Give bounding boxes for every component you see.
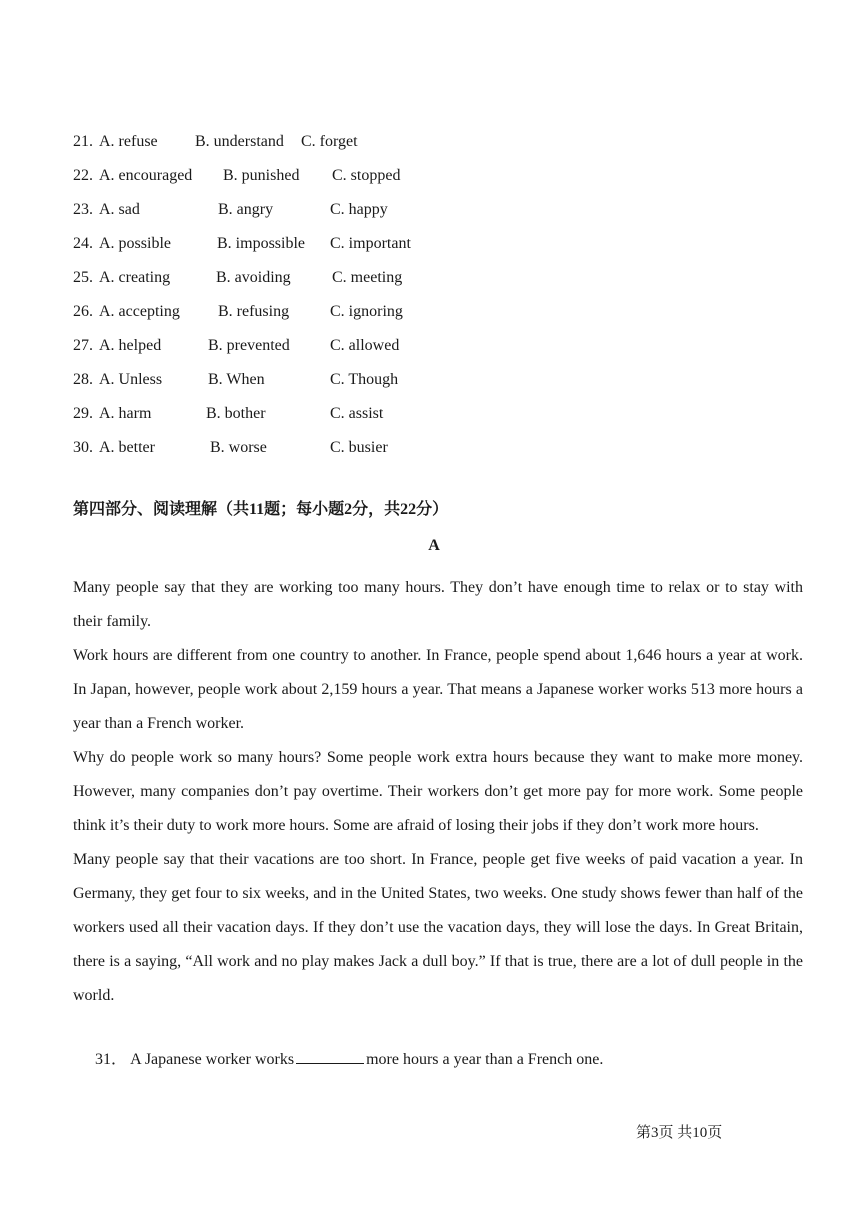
question-number: 27. <box>73 337 93 354</box>
question-text-before: A Japanese worker works <box>130 1051 295 1068</box>
question-number: 29. <box>73 405 93 422</box>
option-c: C. meeting <box>332 269 403 286</box>
option-c: C. important <box>330 235 411 252</box>
option-b: B. prevented <box>208 337 290 354</box>
passage-paragraph: Many people say that they are working too many hours. They don’t have enough time to relax or to stay with their family. <box>73 579 803 630</box>
option-c: C. Though <box>330 371 399 388</box>
question-31 <box>95 1047 603 1072</box>
question-number: 22. <box>73 167 93 184</box>
question-number: 21. <box>73 133 93 150</box>
option-b: B. angry <box>218 201 274 218</box>
option-a: A. harm <box>99 405 152 422</box>
option-c: C. busier <box>330 439 388 456</box>
passage-paragraph: Why do people work so many hours? Some people work extra hours because they want to make more money. However, many companies don’t pay overtime. Their workers don’t get more pay for more work. Some people think it’s their duty to work more hours. Some are afraid of losing their jobs if they don’t work more hours. <box>73 749 803 834</box>
reading-passage <box>73 571 803 1013</box>
passage-paragraph: Many people say that their vacations are too short. In France, people get five weeks of paid vacation a year. In Germany, they get four to six weeks, and in the United States, two weeks. One study shows fewer than half of the workers used all their vacation days. If they don’t use the vacation days, they will lose the days. In Great Britain, there is a saying, “All work and no play makes Jack a dull boy.” If that is true, there are a lot of dull people in the world. <box>73 851 803 1004</box>
option-c: C. assist <box>330 405 384 422</box>
option-a: A. creating <box>99 269 171 286</box>
question-text-after: more hours a year than a French one. <box>366 1051 604 1068</box>
option-b: B. worse <box>210 439 267 456</box>
option-b: B. refusing <box>218 303 290 320</box>
option-a: A. sad <box>99 201 140 218</box>
question-number: 24. <box>73 235 93 252</box>
section-title: 第四部分、阅读理解（共11题；每小题2分，共22分） <box>73 501 449 518</box>
passage-label: A <box>428 537 440 554</box>
question-number: 30. <box>73 439 93 456</box>
passage-paragraph: Work hours are different from one country to another. In France, people spend about 1,646 hours a year at work. In Japan, however, people work about 2,159 hours a year. That means a Japanese worker works 513 more hours a year than a French worker. <box>73 647 803 732</box>
option-c: C. stopped <box>332 167 401 184</box>
option-c: C. ignoring <box>330 303 403 320</box>
option-a: A. accepting <box>99 303 180 320</box>
option-a: A. encouraged <box>99 167 193 184</box>
option-c: C. forget <box>301 133 358 150</box>
question-number: 25. <box>73 269 93 286</box>
page-footer: 第3页 共10页 <box>636 1125 723 1141</box>
option-a: A. better <box>99 439 155 456</box>
question-number: 23. <box>73 201 93 218</box>
option-a: A. Unless <box>99 371 163 388</box>
option-b: B. When <box>208 371 265 388</box>
option-c: C. happy <box>330 201 388 218</box>
question-number: 28. <box>73 371 93 388</box>
question-number: 26. <box>73 303 93 320</box>
option-a: A. refuse <box>99 133 158 150</box>
option-b: B. understand <box>195 133 284 150</box>
option-b: B. impossible <box>217 235 306 252</box>
option-b: B. punished <box>223 167 300 184</box>
option-b: B. avoiding <box>216 269 291 286</box>
answer-blank[interactable] <box>296 1047 364 1064</box>
option-a: A. helped <box>99 337 162 354</box>
option-a: A. possible <box>99 235 171 252</box>
question-number: 31． <box>95 1051 128 1068</box>
option-b: B. bother <box>206 405 266 422</box>
option-c: C. allowed <box>330 337 400 354</box>
